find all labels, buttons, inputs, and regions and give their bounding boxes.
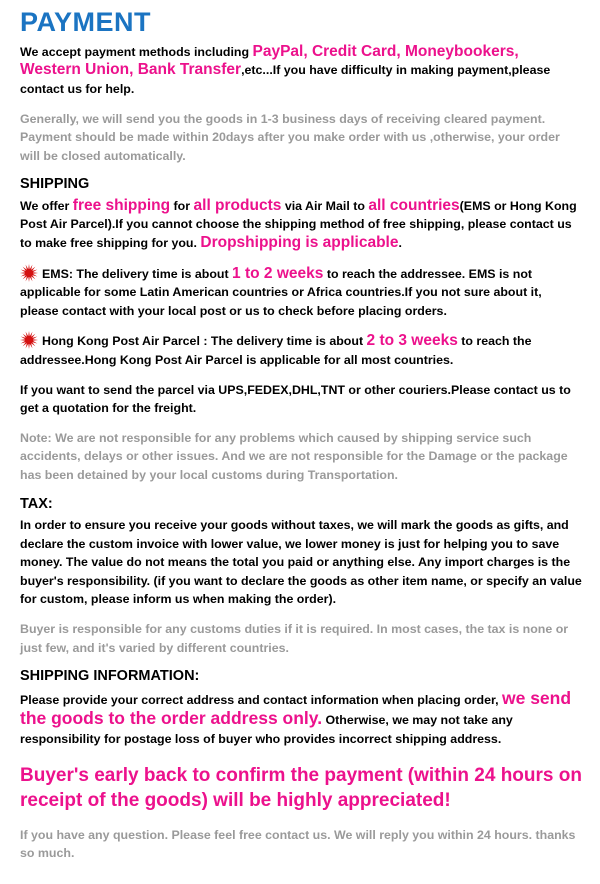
ems-paragraph (20, 264, 582, 321)
free-shipping-paragraph: We offer free shipping for all products via Air Mail to all countries(EMS or Hong Kong Post Air Parcel).If you cannot choose the shipping method of free shipping, please contact us to make free shipping for you. Dropshipping is applicable. (20, 196, 577, 251)
liability-note-paragraph: Note: We are not responsible for any problems which caused by shipping service such accidents, delays or other issues. And we are not responsible for the Damage or the package has been detained by your local customs during Transportation. (20, 430, 568, 483)
couriers-paragraph: If you want to send the parcel via UPS,FEDEX,DHL,TNT or other couriers.Please contact us to get a quotation for the freight. (20, 382, 571, 416)
hk-post-paragraph-text: Hong Kong Post Air Parcel : The delivery time is about 2 to 3 weeks to reach the addressee.Hong Kong Post Air Parcel is applicable for all most countries. (20, 332, 532, 367)
tax-body-paragraph: In order to ensure you receive your goods without taxes, we will mark the goods as gifts, and declare the custom invoice with lower value, we lower money is just for helping you to save money. The value do not means the total you paid or anything else. Any import charges is the buyer's responsibility. (if you want to declare the goods as other item name, or specify an value for custom, please inform us when making the order). (20, 518, 582, 607)
duties-note-paragraph: Buyer is responsible for any customs duties if it is required. In most cases, the tax is none or just few, and it's varied by different countries. (20, 622, 569, 655)
contact-note-paragraph: If you have any question. Please feel free contact us. We will reply you within 24 hours. thanks so much. (20, 827, 576, 861)
hk-post-paragraph (20, 331, 582, 369)
shipping-heading: SHIPPING (20, 176, 90, 193)
payment-methods-paragraph: We accept payment methods including PayPal, Credit Card, Moneybookers, Western Union, Bank Transfer,etc...If you have difficulty in making payment,please contact us for help. (20, 42, 551, 96)
payment-heading: PAYMENT (20, 7, 152, 37)
seller-info-document (20, 8, 582, 863)
red-starburst-icon (20, 331, 38, 349)
dispatch-note-paragraph: Generally, we will send you the goods in 1-3 business days of receiving cleared payment. Payment should be made within 20days after you make order with us ,otherwise, your order will be closed automatically. (20, 111, 560, 163)
feedback-request-paragraph: Buyer's early back to confirm the payment (within 24 hours on receipt of the goods) will be highly appreciated! (20, 764, 582, 812)
shipping-info-heading: SHIPPING INFORMATION: (20, 668, 200, 685)
order-address-paragraph: Please provide your correct address and contact information when placing order, we send the goods to the order address only. Otherwise, we may not take any responsibility for postage loss of buyer who provides incorrect shipping address. (20, 687, 572, 746)
tax-heading: TAX: (20, 495, 53, 512)
red-starburst-icon (20, 264, 38, 282)
ems-paragraph-text: EMS: The delivery time is about 1 to 2 weeks to reach the addressee. EMS is not applicable for some Latin American countries or Africa countries.If you not sure about it, please contact with your local post or us to check before placing orders. (20, 264, 542, 318)
